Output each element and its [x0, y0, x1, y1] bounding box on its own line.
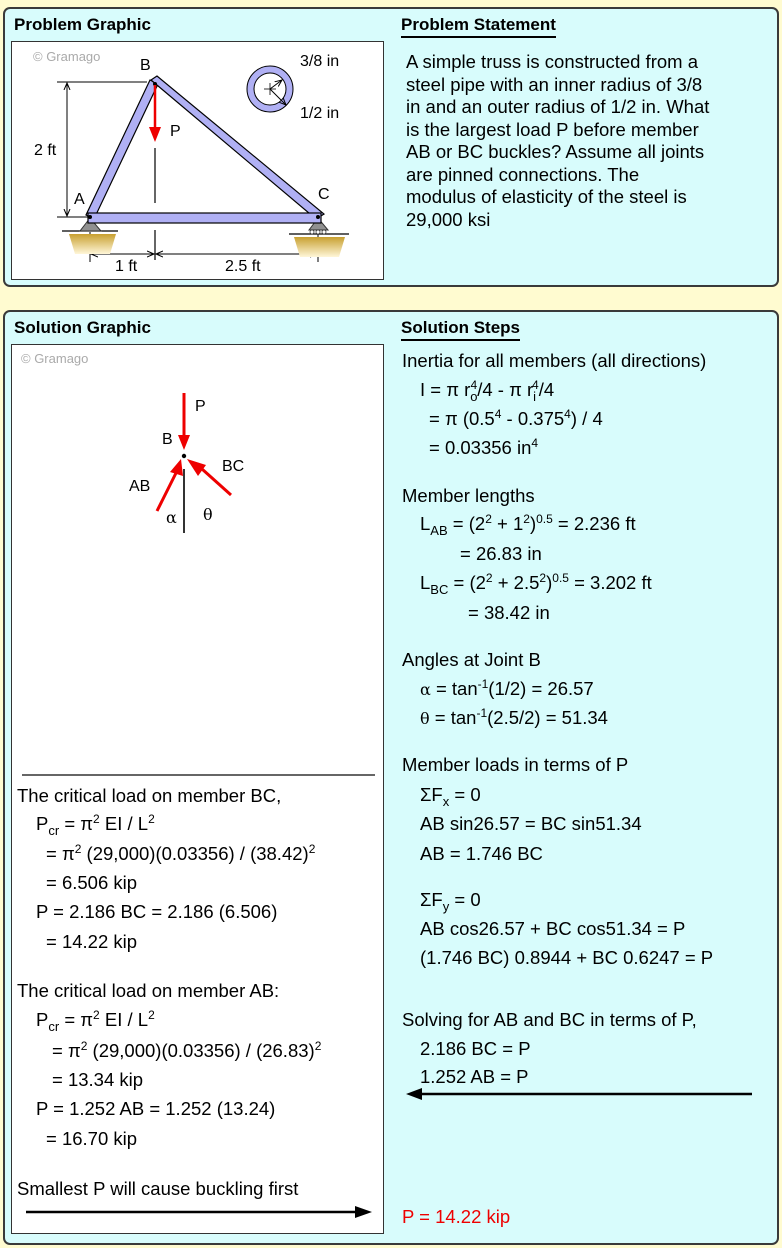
fbd-ab-arrow — [157, 473, 176, 511]
superscript: 4 — [564, 407, 571, 421]
text: = π — [46, 843, 75, 864]
superscript: 4 — [532, 378, 539, 392]
superscript: 2 — [93, 1008, 100, 1022]
joint-b-dot — [182, 454, 186, 458]
text: /4 — [538, 379, 555, 400]
superscript: 2 — [148, 1008, 155, 1022]
ground-a — [69, 234, 116, 254]
superscript: 2 — [314, 1039, 322, 1053]
length-ab-inches: = 26.83 in — [460, 543, 542, 564]
text: (29,000)(0.03356) / (26.83) — [87, 1040, 315, 1061]
statement-line: is the largest load P before member — [406, 118, 699, 140]
superscript: -1 — [476, 706, 488, 720]
bc-pcr-formula — [36, 812, 155, 838]
loads-heading: Member loads in terms of P — [402, 754, 629, 775]
subscript: cr — [48, 1019, 60, 1034]
superscript: 4 — [531, 436, 539, 450]
fx-equation: AB sin26.57 = BC sin51.34 — [420, 813, 642, 834]
subscript: BC — [430, 582, 449, 597]
solving-heading: Solving for AB and BC in terms of P, — [402, 1009, 697, 1030]
problem-graphic-frame — [11, 41, 384, 280]
length-bc-formula — [420, 571, 652, 597]
statement-line: A simple truss is constructed from a — [406, 51, 698, 72]
text: = π — [59, 813, 94, 834]
text: = (2 — [447, 513, 486, 534]
truss-diagram — [12, 42, 385, 281]
text: (2.5/2) = 51.34 — [487, 707, 608, 728]
length-ab-formula — [420, 512, 636, 538]
problem-statement-title: Problem Statement — [401, 15, 556, 38]
text: P — [36, 813, 49, 834]
solving-bc: 2.186 BC = P — [420, 1038, 531, 1059]
label-c: C — [318, 186, 330, 203]
member-ac — [88, 213, 321, 223]
subscript: o — [470, 389, 478, 404]
superscript: 4 — [494, 407, 502, 421]
text: P — [36, 1009, 49, 1030]
theta-symbol: θ — [420, 709, 430, 728]
superscript: 2 — [74, 842, 82, 856]
label-a: A — [74, 191, 85, 208]
statement-line: modulus of elasticity of the steel is — [406, 186, 687, 207]
text: EI / L — [99, 813, 149, 834]
solving-ab: 1.252 AB = P — [420, 1066, 529, 1087]
text: L — [420, 513, 431, 534]
text: = π (0.5 — [429, 408, 495, 429]
alpha-symbol: α — [420, 680, 431, 699]
superscript: 2 — [539, 571, 547, 585]
ab-heading: The critical load on member AB: — [17, 980, 280, 1001]
back-arrow — [402, 1084, 762, 1104]
ab-p-result: = 16.70 kip — [46, 1128, 138, 1149]
outer-radius-label: 1/2 in — [300, 105, 340, 122]
superscript: 2 — [148, 812, 155, 826]
text: L — [420, 572, 431, 593]
bc-p-result: = 14.22 kip — [46, 931, 138, 952]
fbd-label-alpha: α — [166, 508, 177, 527]
text: = tan — [430, 678, 478, 699]
text: EI / L — [99, 1009, 149, 1030]
text: ) — [529, 513, 537, 534]
angle-alpha — [420, 678, 594, 701]
inertia-result — [429, 437, 538, 459]
fy-equation: AB cos26.57 + BC cos51.34 = P — [420, 918, 686, 939]
text: = 0 — [449, 784, 481, 805]
inertia-substitution — [429, 408, 603, 430]
angle-theta — [420, 707, 608, 730]
text: (1/2) = 26.57 — [488, 678, 594, 699]
final-answer: P = 14.22 kip — [402, 1206, 511, 1227]
lengths-heading: Member lengths — [402, 485, 535, 506]
label-p: P — [170, 123, 181, 140]
subscript: AB — [430, 523, 448, 538]
superscript: 0.5 — [552, 571, 569, 585]
superscript: 2 — [485, 571, 493, 585]
fbd-label-p: P — [195, 398, 206, 415]
text: (29,000)(0.03356) / (38.42) — [81, 843, 309, 864]
ab-pcr-formula — [36, 1008, 155, 1034]
sum-fy — [420, 889, 481, 914]
solution-steps-title: Solution Steps — [401, 318, 520, 341]
ab-pcr-substitution — [52, 1040, 321, 1062]
label-b: B — [140, 57, 151, 74]
statement-line: in and an outer radius of 1/2 in. What — [406, 96, 710, 117]
text: I = π r — [420, 379, 471, 400]
solution-graphic-title: Solution Graphic — [14, 318, 151, 337]
superscript: 2 — [485, 512, 492, 526]
bc-p-formula: P = 2.186 BC = 2.186 (6.506) — [36, 901, 278, 922]
text: = 0 — [449, 889, 481, 910]
subscript: cr — [48, 823, 60, 838]
bc-pcr-substitution — [46, 843, 315, 865]
inner-radius-label: 3/8 in — [300, 53, 340, 70]
text: = π — [59, 1009, 94, 1030]
problem-graphic-title: Problem Graphic — [14, 15, 151, 34]
text: = π — [52, 1040, 81, 1061]
dim-left-label: 1 ft — [115, 258, 138, 275]
text: ) / 4 — [570, 408, 603, 429]
superscript: 4 — [470, 378, 478, 392]
bc-pcr-result: = 6.506 kip — [46, 872, 138, 893]
text: = 0.03356 in — [429, 437, 532, 458]
text: + 1 — [491, 513, 524, 534]
fbd-label-bc: BC — [222, 458, 245, 475]
dim-height-label: 2 ft — [34, 142, 57, 159]
dim-right-label: 2.5 ft — [225, 258, 261, 275]
angles-heading: Angles at Joint B — [402, 649, 541, 670]
inertia-formula — [420, 378, 555, 404]
ab-p-formula: P = 1.252 AB = 1.252 (13.24) — [36, 1098, 276, 1119]
text: = tan — [429, 707, 477, 728]
statement-line: steel pipe with an inner radius of 3/8 — [406, 73, 703, 95]
statement-line: 29,000 ksi — [406, 208, 491, 230]
superscript: 2 — [308, 842, 316, 856]
fbd-label-ab: AB — [129, 478, 151, 495]
text: = 3.202 ft — [568, 572, 652, 593]
inertia-heading: Inertia for all members (all directions) — [402, 350, 707, 371]
copyright: © Gramago — [33, 49, 101, 64]
ab-pcr-result: = 13.34 kip — [52, 1069, 144, 1090]
conclusion-text: Smallest P will cause buckling first — [17, 1178, 299, 1199]
text: /4 - π r — [477, 379, 534, 400]
problem-statement-text — [406, 51, 709, 231]
length-bc-inches: = 38.42 in — [468, 602, 550, 623]
bc-heading: The critical load on member BC, — [17, 785, 282, 806]
statement-line: are pinned connections. The — [406, 163, 640, 185]
fy-substitution: (1.746 BC) 0.8944 + BC 0.6247 = P — [420, 947, 714, 968]
text: ΣF — [420, 889, 443, 910]
copyright: © Gramago — [21, 351, 89, 366]
fx-result: AB = 1.746 BC — [420, 843, 543, 864]
text: - 0.375 — [501, 408, 565, 429]
superscript: 2 — [523, 512, 530, 526]
member-bc — [151, 76, 324, 219]
sum-fx — [420, 784, 481, 809]
superscript: 2 — [93, 812, 100, 826]
superscript: 2 — [80, 1039, 88, 1053]
subscript: y — [442, 899, 450, 914]
fbd-label-b: B — [162, 431, 173, 448]
text: + 2.5 — [492, 572, 540, 593]
member-ab — [86, 80, 158, 219]
text: = 2.236 ft — [552, 513, 636, 534]
text: ) — [546, 572, 553, 593]
superscript: 0.5 — [536, 512, 553, 526]
subscript: i — [533, 389, 537, 404]
superscript: -1 — [477, 677, 489, 691]
ground-c — [294, 237, 345, 257]
text: = (2 — [448, 572, 486, 593]
statement-line: AB or BC buckles? Assume all joints — [406, 141, 705, 162]
subscript: x — [442, 794, 450, 809]
fbd-label-theta: θ — [203, 505, 213, 524]
text: ΣF — [420, 784, 443, 805]
